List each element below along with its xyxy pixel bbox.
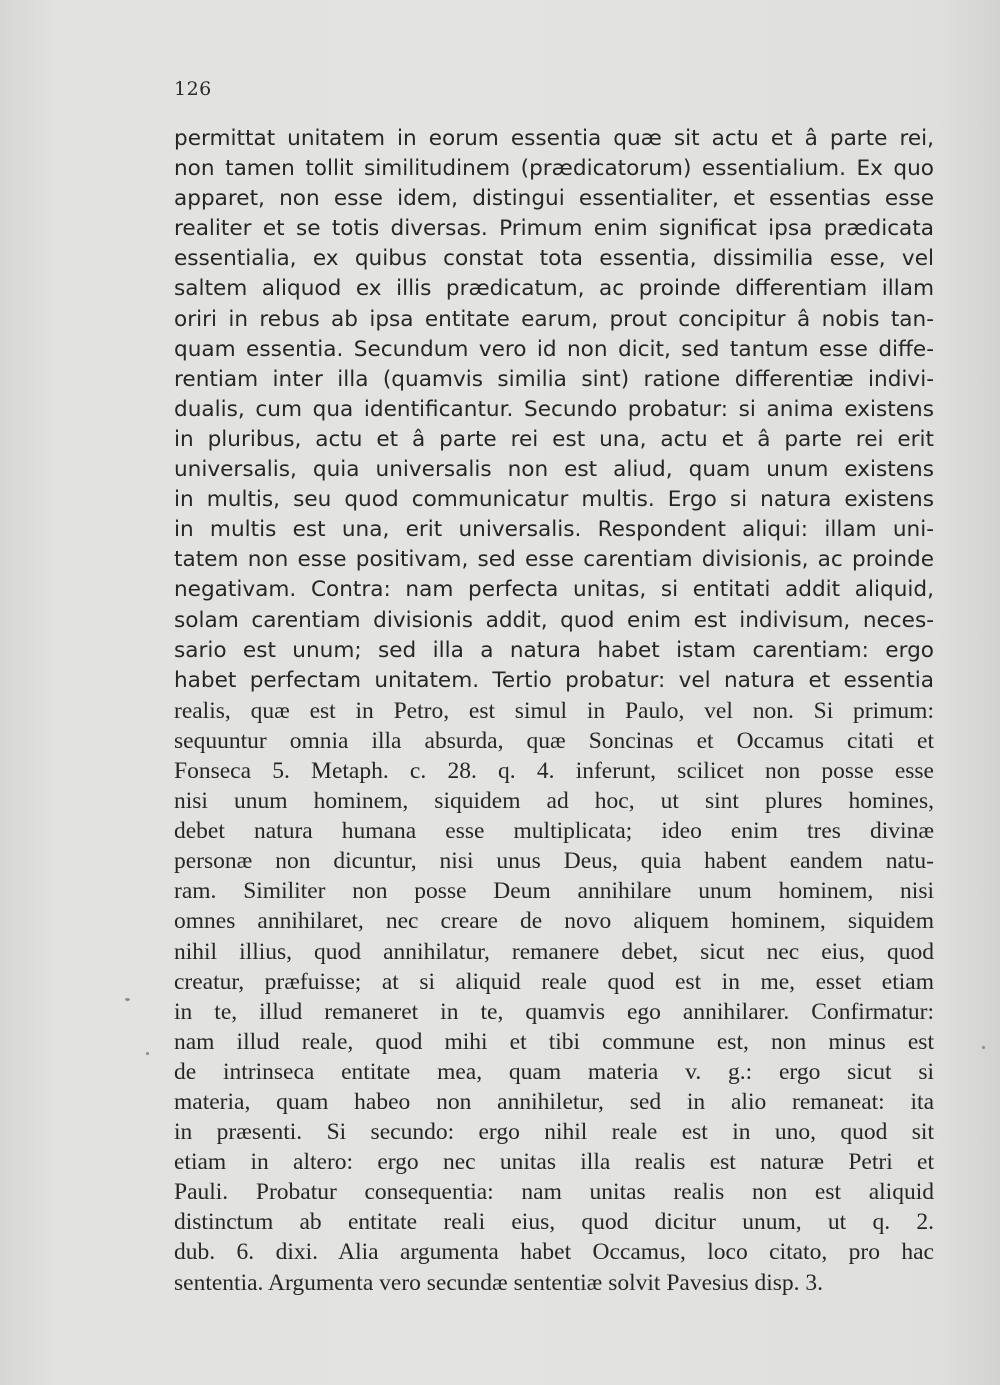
- text-line: distinctum ab entitate reali eius, quod dicitur unum, ut q. 2.: [174, 1209, 934, 1236]
- text-line: apparet, non esse idem, distingui essentialiter, et essentias esse: [174, 186, 934, 212]
- text-line: omnes annihilaret, nec creare de novo aliquem hominem, siquidem: [174, 908, 934, 935]
- text-line: nisi unum hominem, siquidem ad hoc, ut sint plures homines,: [174, 788, 934, 815]
- text-line: rentiam inter illa (quamvis similia sint) ratione differentiæ indivi-: [174, 366, 934, 392]
- text-line: etiam in altero: ergo nec unitas illa realis est naturæ Petri et: [174, 1149, 934, 1176]
- text-line: sario est unum; sed illa a natura habet istam carentiam: ergo: [174, 637, 934, 663]
- body-text: [174, 124, 934, 1298]
- text-line: universalis, quia universalis non est aliud, quam unum existens: [174, 457, 934, 483]
- text-line: dualis, cum qua identificantur. Secundo probatur: si anima existens: [174, 396, 934, 422]
- text-line: Pauli. Probatur consequentia: nam unitas realis non est aliquid: [174, 1179, 934, 1206]
- text-line: dub. 6. dixi. Alia argumenta habet Occamus, loco citato, pro hac: [174, 1239, 934, 1266]
- text-line: quam essentia. Secundum vero id non dicit, sed tantum esse diffe-: [174, 336, 934, 362]
- text-line: nihil illius, quod annihilatur, remanere debet, sicut nec eius, quod: [174, 938, 934, 965]
- text-line: habet perfectam unitatem. Tertio probatur: vel natura et essentia: [174, 667, 934, 693]
- text-line: solam carentiam divisionis addit, quod enim est indivisum, neces-: [174, 607, 934, 633]
- text-line: oriri in rebus ab ipsa entitate earum, prout concipitur â nobis tan-: [174, 306, 934, 332]
- text-line: realis, quæ est in Petro, est simul in Paulo, vel non. Si primum:: [174, 697, 934, 724]
- text-line: in præsenti. Si secundo: ergo nihil reale est in uno, quod sit: [174, 1119, 934, 1146]
- text-line: tatem non esse positivam, sed esse carentiam divisionis, ac proinde: [174, 547, 934, 573]
- text-line: non tamen tollit similitudinem (prædicatorum) essentialium. Ex quo: [174, 156, 934, 182]
- text-line: essentialia, ex quibus constat tota essentia, dissimilia esse, vel: [174, 246, 934, 272]
- text-line: in multis est una, erit universalis. Respondent aliqui: illam uni-: [174, 517, 934, 543]
- text-line: in te, illud remaneret in te, quamvis ego annihilarer. Confirmatur:: [174, 998, 934, 1025]
- text-line: ram. Similiter non posse Deum annihilare unum hominem, nisi: [174, 878, 934, 905]
- text-line: sequuntur omnia illa absurda, quæ Soncinas et Occamus citati et: [174, 727, 934, 754]
- scan-speck: [146, 1052, 149, 1055]
- text-line: realiter et se totis diversas. Primum enim significat ipsa prædicata: [174, 216, 934, 242]
- page-number: 126: [174, 78, 212, 100]
- scan-speck: [982, 1046, 985, 1049]
- text-line: permittat unitatem in eorum essentia quæ sit actu et â parte rei,: [174, 126, 934, 151]
- text-line: de intrinseca entitate mea, quam materia v. g.: ergo sicut si: [174, 1058, 934, 1085]
- text-line: personæ non dicuntur, nisi unus Deus, quia habent eandem natu-: [174, 848, 934, 875]
- text-line: nam illud reale, quod mihi et tibi commune est, non minus est: [174, 1028, 934, 1055]
- text-line: sententia. Argumenta vero secundæ sententiæ solvit Pavesius disp. 3.: [174, 1269, 824, 1296]
- text-line: debet natura humana esse multiplicata; ideo enim tres divinæ: [174, 818, 934, 845]
- text-line: materia, quam habeo non annihiletur, sed in alio remaneat: ita: [174, 1089, 934, 1115]
- text-line: in pluribus, actu et â parte rei est una, actu et â parte rei erit: [174, 426, 934, 452]
- text-line: creatur, præfuisse; at si aliquid reale quod est in me, esset etiam: [174, 968, 934, 995]
- text-line: in multis, seu quod communicatur multis. Ergo si natura existens: [174, 487, 934, 513]
- text-line: negativam. Contra: nam perfecta unitas, si entitati addit aliquid,: [174, 577, 934, 603]
- text-line: saltem aliquod ex illis prædicatum, ac proinde differentiam illam: [174, 276, 934, 302]
- scan-speck: [125, 998, 130, 1001]
- text-line: Fonseca 5. Metaph. c. 28. q. 4. inferunt, scilicet non posse esse: [174, 757, 934, 784]
